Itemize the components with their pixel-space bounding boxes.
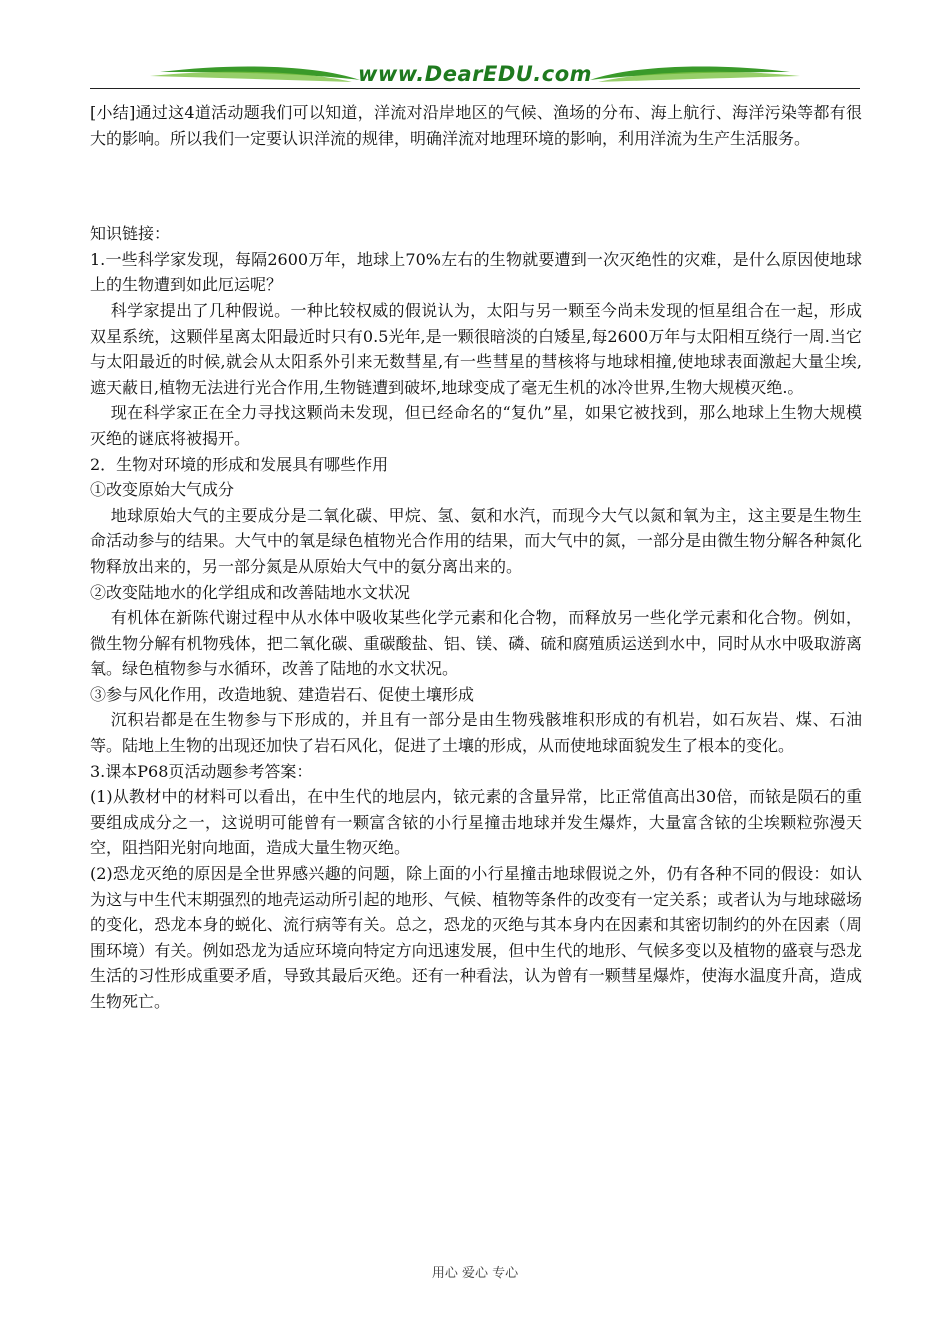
- q1-paragraph-2: 现在科学家正在全力寻找这颗尚未发现，但已经命名的“复仇”星，如果它被找到，那么地球上生物大规模灭绝的谜底将被揭开。: [90, 403, 862, 448]
- site-url: www.DearEDU.com: [357, 62, 593, 86]
- knowledge-heading: 知识链接：: [90, 224, 171, 244]
- q3-answer-1: (1)从教材中的材料可以看出，在中生代的地层内，铱元素的含量异常，比正常值高出30倍，而铱是陨石的重要组成成分之一，这说明可能曾有一颗富含铱的小行星撞击地球并发生爆炸，大量富含铱的尘埃颗粒弥漫天空，阻挡阳光射向地面，造成大量生物灭绝。: [90, 787, 862, 858]
- header-rule: [90, 88, 860, 89]
- q3-answer-2: (2)恐龙灭绝的原因是全世界感兴趣的问题，除上面的小行星撞击地球假说之外，仍有各种不同的假设：如认为这与中生代末期强烈的地壳运动所引起的地形、气候、植物等条件的改变有一定关系；或者认为与地球磁场的变化，恐龙本身的蜕化、流行病等有关。总之，恐龙的灭绝与其本身内在因素和其密切制约的外在因素（周围环境）有关。例如恐龙为适应环境向特定方向迅速发展，但中生代的地形、气候多变以及植物的盛衰与恐龙生活的习性形成重要矛盾，导致其最后灭绝。还有一种看法，认为曾有一颗彗星爆炸，使海水温度升高，造成生物死亡。: [90, 864, 862, 1011]
- question-3: 3.课本P68页活动题参考答案：: [90, 761, 313, 781]
- q2-section-3-text: 沉积岩都是在生物参与下形成的，并且有一部分是由生物残骸堆积形成的有机岩，如石灰岩、煤、石油等。陆地上生物的出现还加快了岩石风化，促进了土壤的形成，从而使地球面貌发生了根本的变化。: [90, 710, 862, 756]
- question-2: 2．生物对环境的形成和发展具有哪些作用: [90, 454, 389, 474]
- spacer: [90, 151, 862, 221]
- document-body: [90, 100, 862, 1015]
- q2-section-2-text: 有机体在新陈代谢过程中从水体中吸收某些化学元素和化合物，而释放另一些化学元素和化合物。例如，微生物分解有机物残体，把二氧化碳、重碳酸盐、铝、镁、磷、硫和腐殖质运送到水中，同时从水中吸取游离氧。绿色植物参与水循环，改善了陆地的水文状况。: [90, 608, 862, 679]
- question-1: 1.一些科学家发现，每隔2600万年，地球上70%左右的生物就要遭到一次灭绝性的灾难，是什么原因使地球上的生物遭到如此厄运呢？: [90, 249, 862, 295]
- q2-section-2-title: ②改变陆地水的化学组成和改善陆地水文状况: [90, 582, 411, 602]
- summary-paragraph: [小结]通过这4道活动题我们可以知道，洋流对沿岸地区的气候、渔场的分布、海上航行、海洋污染等都有很大的影响。所以我们一定要认识洋流的规律，明确洋流对地理环境的影响，利用洋流为生产生活服务。: [90, 103, 862, 148]
- page-footer: 用心 爱心 专心: [431, 1266, 519, 1281]
- q1-paragraph-1: 科学家提出了几种假说。一种比较权威的假说认为，太阳与另一颗至今尚未发现的恒星组合在一起，形成双星系统，这颗伴星离太阳最近时只有0.5光年,是一颗很暗淡的白矮星,每2600万年与太阳相互绕行一周.当它与太阳最近的时候,就会从太阳系外引来无数彗星,有一些彗星的彗核将与地球相撞,使地球表面激起大量尘埃,遮天蔽日,植物无法进行光合作用,生物链遭到破坏,地球变成了毫无生机的冰冷世界,生物大规模灭绝.。: [90, 300, 862, 397]
- q2-section-3-title: ③参与风化作用，改造地貌、建造岩石、促使土壤形成: [90, 684, 475, 704]
- q2-section-1-text: 地球原始大气的主要成分是二氧化碳、甲烷、氢、氨和水汽，而现今大气以氮和氧为主，这主要是生物生命活动参与的结果。大气中的氧是绿色植物光合作用的结果，而大气中的氮，一部分是由微生物分解各种氮化物释放出来的，另一部分氮是从原始大气中的氨分离出来的。: [90, 505, 862, 576]
- q2-section-1-title: ①改变原始大气成分: [90, 480, 235, 500]
- site-header-banner: [90, 58, 860, 92]
